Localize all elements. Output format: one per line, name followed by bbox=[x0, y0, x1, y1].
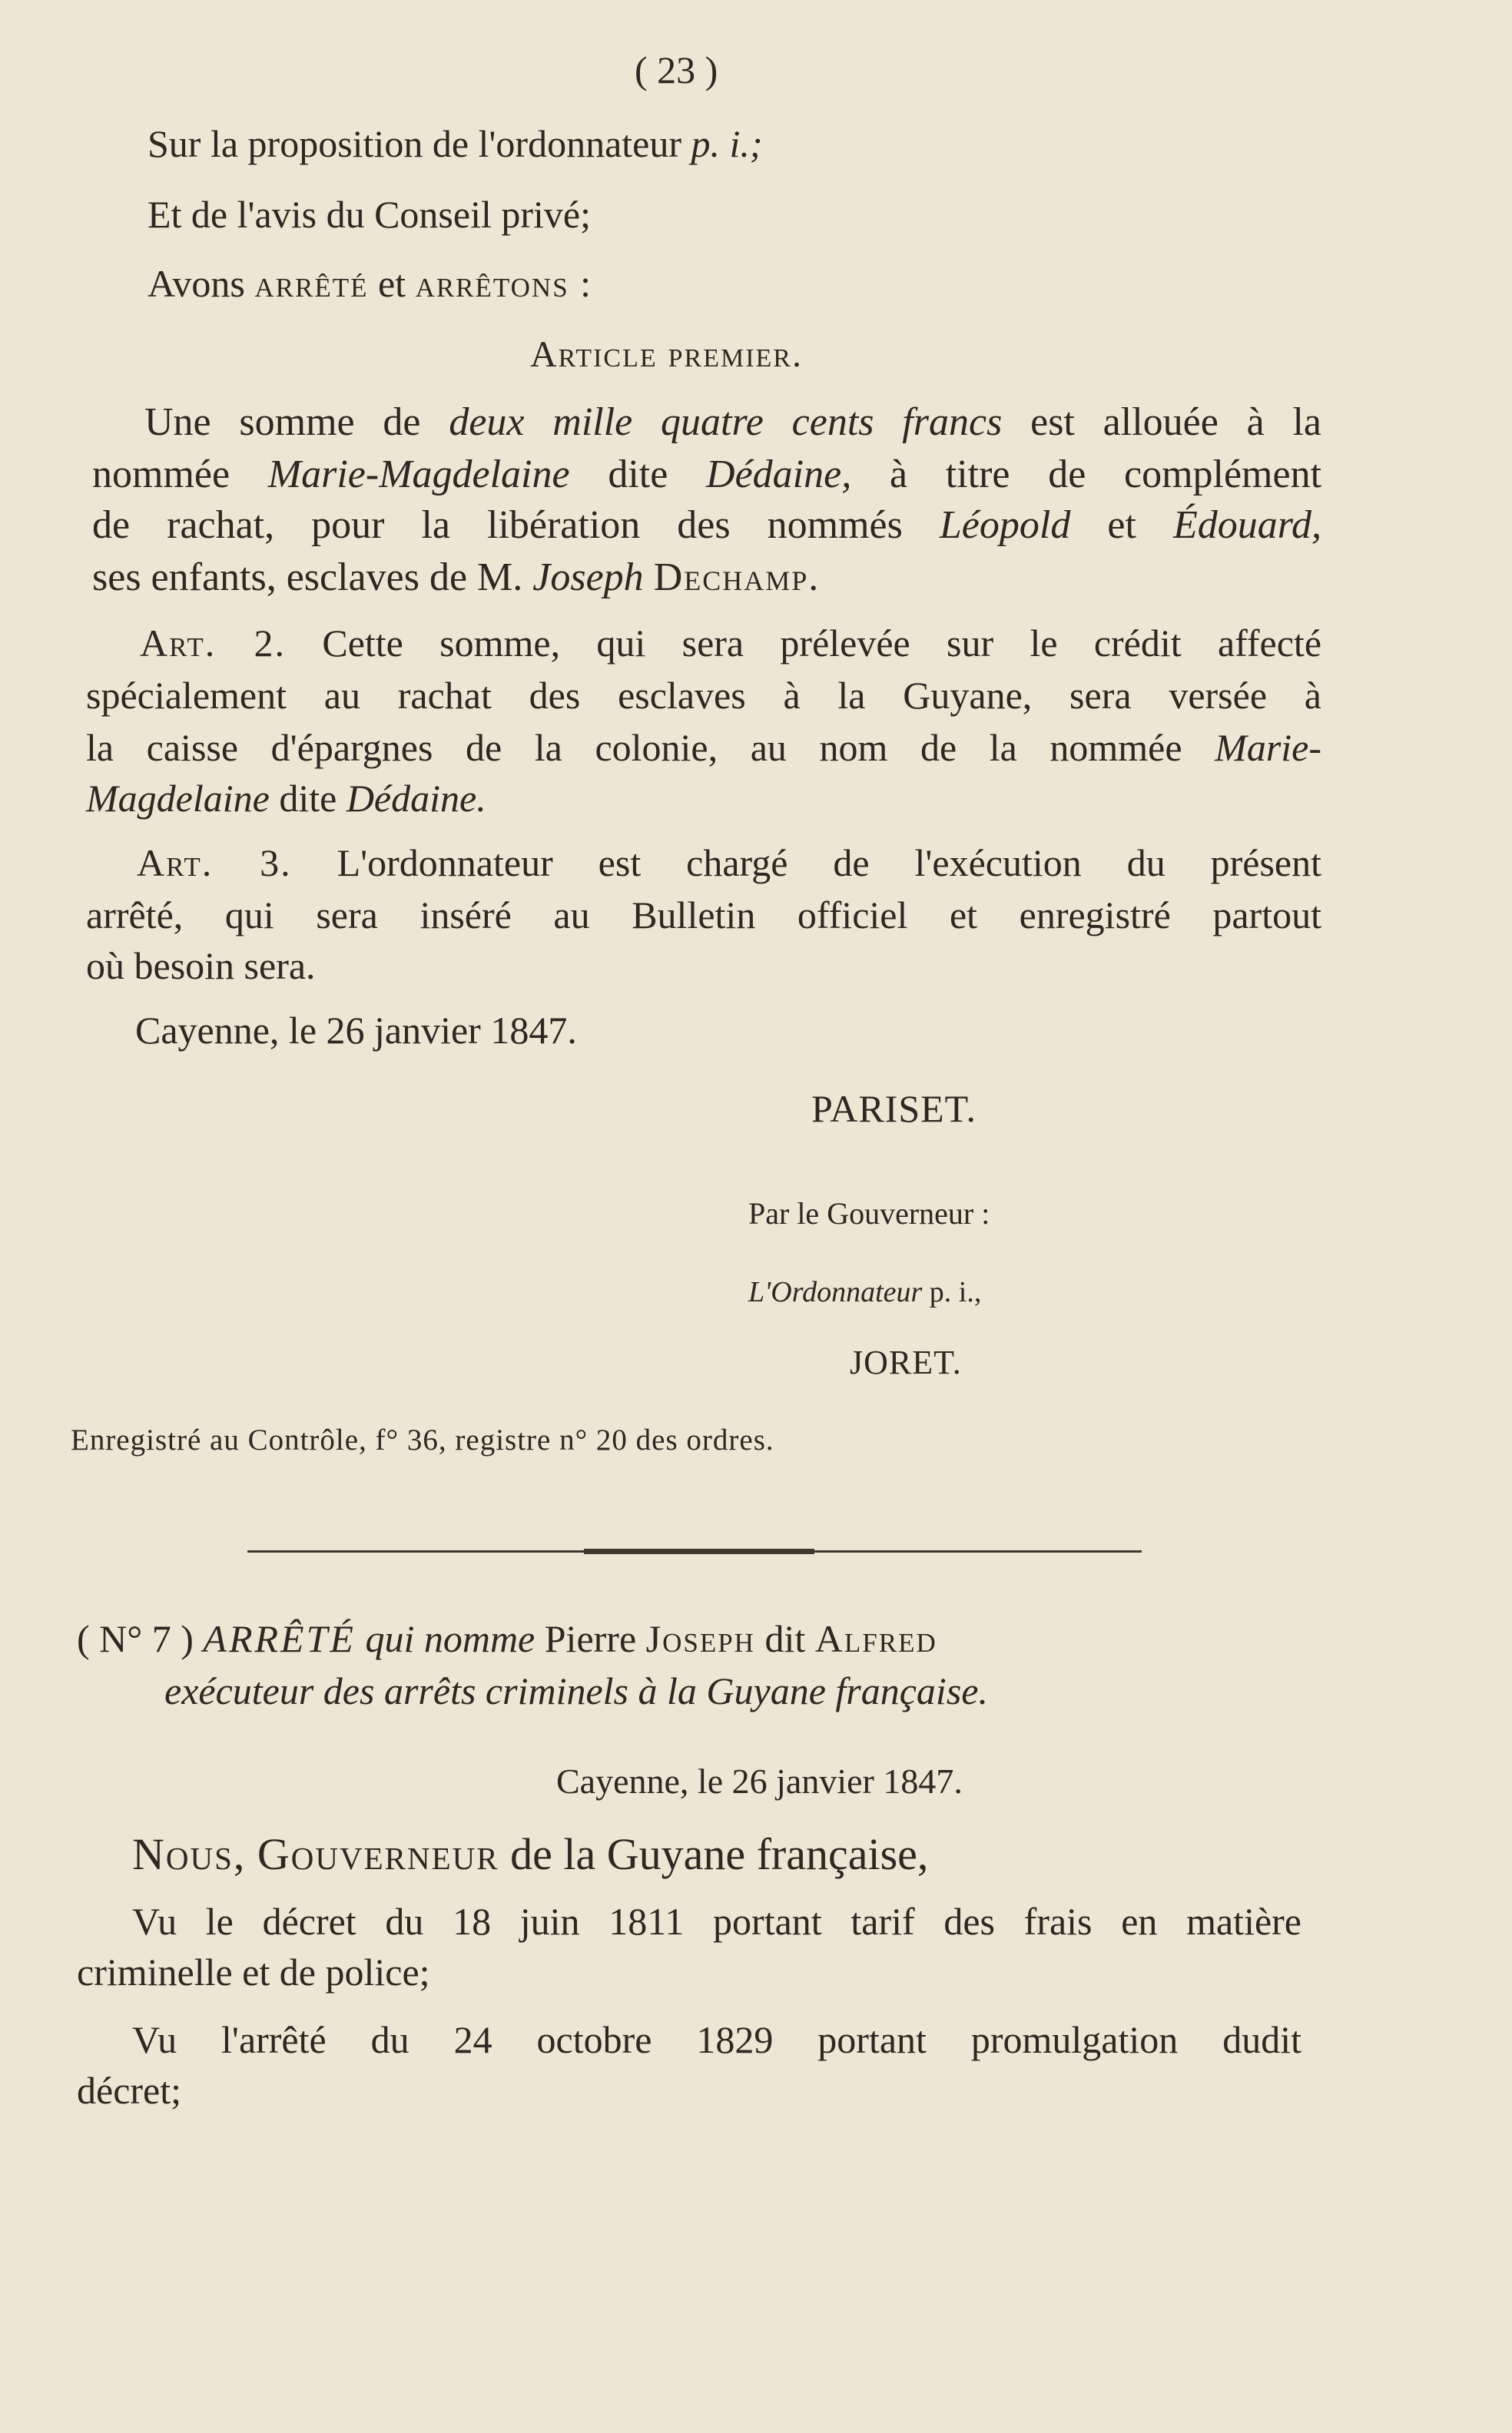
alias: Alfred bbox=[814, 1617, 937, 1660]
article-2-line-2: spécialement au rachat des esclaves à la Guyane, sera versée à bbox=[86, 674, 1321, 717]
text-run: à titre de complément bbox=[889, 452, 1322, 496]
article-2-line-1 bbox=[140, 621, 1321, 665]
text-run: de rachat, pour la libération des nommés bbox=[92, 503, 903, 547]
nous-gouverneur bbox=[132, 1828, 928, 1880]
text-run: nommée bbox=[92, 452, 230, 496]
article-number: Art. 2. bbox=[140, 622, 287, 665]
person-name: Magdelaine bbox=[86, 777, 270, 820]
date-line: Cayenne, le 26 janvier 1847. bbox=[135, 1009, 577, 1052]
text-run: la caisse d'épargnes de la colonie, au nom de la nommée bbox=[86, 726, 1182, 769]
person-name: Joseph bbox=[532, 555, 644, 599]
surname: Joseph bbox=[645, 1617, 755, 1660]
preamble-line-2: Et de l'avis du Conseil privé; bbox=[148, 193, 591, 236]
text-run: L'ordonnateur est chargé de l'exécution du présent bbox=[337, 841, 1322, 884]
article-number: Art. 3. bbox=[137, 841, 292, 884]
registration-note: Enregistré au Contrôle, f° 36, registre n° 20 des ordres. bbox=[71, 1424, 774, 1457]
par-le-gouverneur: Par le Gouverneur : bbox=[748, 1196, 990, 1231]
text-run: Une somme de bbox=[144, 400, 421, 444]
article-3-line-3: où besoin sera. bbox=[86, 944, 316, 987]
et-word: et bbox=[377, 262, 406, 305]
gouverneur-word: Gouverneur bbox=[257, 1829, 499, 1879]
article-1-line-2 bbox=[92, 452, 1321, 497]
article-1-line-1 bbox=[144, 399, 1321, 445]
ordonnateur-line bbox=[748, 1275, 981, 1309]
article-3-line-1 bbox=[137, 840, 1321, 885]
article-1-line-3 bbox=[92, 502, 1321, 548]
amount-words: deux mille quatre cents francs bbox=[449, 400, 1003, 444]
signature-joret: JORET. bbox=[850, 1344, 962, 1381]
signature-pariset: PARISET. bbox=[811, 1087, 977, 1130]
person-alias: Dédaine, bbox=[706, 452, 852, 496]
arrete-word: ARRÊTÉ bbox=[203, 1617, 356, 1660]
arrete-word: arrêté bbox=[254, 262, 369, 305]
vu-arrete-line-2: décret; bbox=[77, 2069, 182, 2112]
person-name: Marie- bbox=[1215, 726, 1322, 769]
article-2-line-3 bbox=[86, 725, 1321, 770]
text-run: et bbox=[1107, 503, 1136, 547]
text-run: Cette somme, qui sera prélevée sur le crédit affecté bbox=[322, 622, 1322, 665]
arretons-word: arrêtons : bbox=[415, 262, 593, 305]
ordonnateur-title: L'Ordonnateur bbox=[748, 1276, 923, 1308]
article-2-line-4 bbox=[86, 776, 486, 820]
person-alias: Dédaine. bbox=[346, 777, 486, 820]
arrete-7-date: Cayenne, le 26 janvier 1847. bbox=[556, 1762, 963, 1801]
vu-decret-line-1: Vu le décret du 18 juin 1811 portant tarif des frais en matière bbox=[132, 1900, 1301, 1943]
article-1-line-4 bbox=[92, 555, 820, 600]
preamble-line-3 bbox=[148, 261, 592, 306]
text-run: est allouée à la bbox=[1030, 400, 1321, 444]
text-run: dit bbox=[764, 1617, 806, 1660]
surname: Dechamp. bbox=[653, 555, 821, 599]
person-name: Édouard, bbox=[1172, 503, 1322, 547]
text-run: dite bbox=[608, 452, 668, 496]
avons-word: Avons bbox=[148, 262, 245, 305]
abbrev: p. i., bbox=[929, 1276, 982, 1308]
page-number: ( 23 ) bbox=[635, 48, 718, 91]
preamble-text: Sur la proposition de l'ordonnateur bbox=[148, 122, 681, 165]
text-run: de la Guyane française, bbox=[510, 1829, 929, 1879]
vu-arrete-line-1: Vu l'arrêté du 24 octobre 1829 portant promulgation dudit bbox=[132, 2018, 1301, 2061]
text-run: qui nomme bbox=[365, 1617, 536, 1660]
person-name: Léopold bbox=[939, 503, 1071, 547]
preamble-line-1 bbox=[148, 121, 763, 166]
preamble-abbrev: p. i.; bbox=[691, 122, 763, 165]
person-name: Marie-Magdelaine bbox=[267, 452, 570, 496]
arrete-7-title-line-2: exécuteur des arrêts criminels à la Guyane française. bbox=[164, 1669, 988, 1712]
first-name: Pierre bbox=[544, 1617, 637, 1660]
text-run: ses enfants, esclaves de M. bbox=[92, 555, 523, 599]
vu-decret-line-2: criminelle et de police; bbox=[77, 1951, 430, 1994]
article-heading: Article premier. bbox=[530, 334, 803, 375]
section-divider-ornament bbox=[584, 1549, 814, 1554]
article-3-line-2: arrêté, qui sera inséré au Bulletin officiel et enregistré partout bbox=[86, 893, 1321, 936]
arrete-7-title-line-1 bbox=[77, 1616, 937, 1661]
arrete-number: ( N° 7 ) bbox=[77, 1617, 194, 1660]
text-run: dite bbox=[279, 777, 337, 820]
nous-word: Nous, bbox=[132, 1829, 247, 1879]
